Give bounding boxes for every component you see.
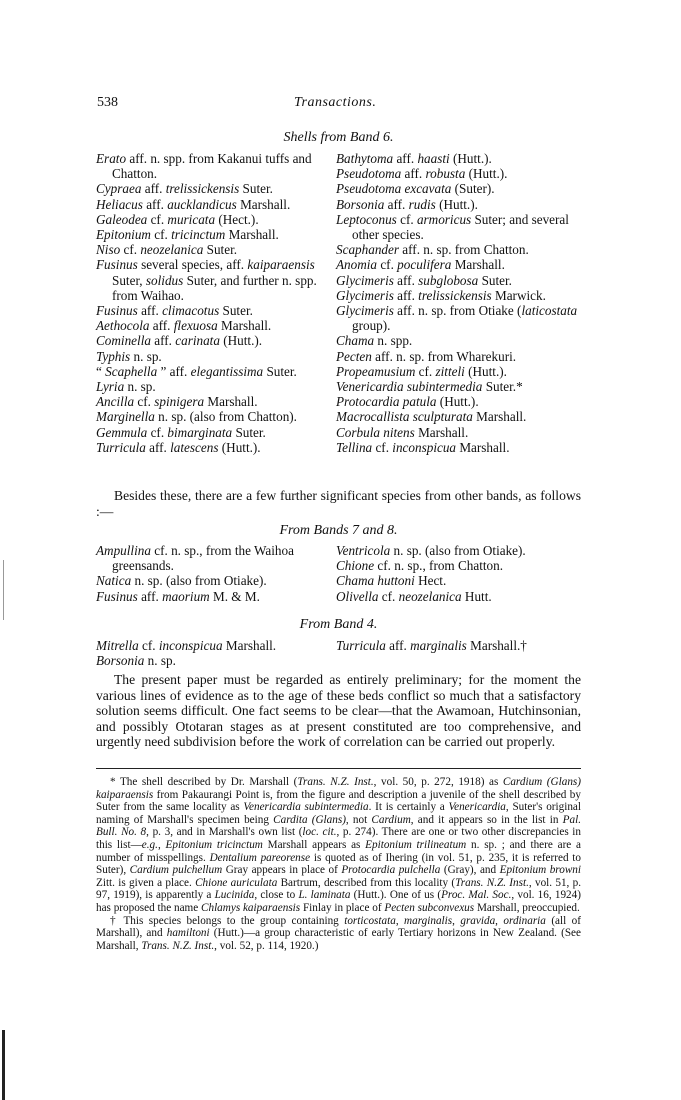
species-entry: Ampullina cf. n. sp., from the Waihoa greensands. (96, 543, 294, 574)
footnotes (96, 776, 581, 952)
species-entry: Fusinus aff. maorium M. & M. (96, 588, 260, 604)
species-entry: Niso cf. neozelanica Suter. (96, 242, 238, 258)
species-entry: Turricula aff. marginalis Marshall.† (336, 638, 527, 653)
species-entry: Pecten aff. n. sp. from Wharekuri. (336, 348, 517, 364)
species-entry: Gemmula cf. bimarginata Suter. (96, 424, 266, 440)
species-entry: Aethocola aff. flexuosa Marshall. (96, 318, 272, 334)
species-entry: Marginella n. sp. (also from Chatton). (96, 409, 297, 425)
species-entry: Borsonia aff. rudis (Hutt.). (336, 196, 478, 212)
species-entry: Anomia cf. poculifera Marshall. (336, 257, 505, 273)
species-entry: Olivella cf. neozelanica Hutt. (336, 588, 492, 604)
besides-paragraph (96, 488, 581, 519)
species-entry: Venericardia subintermedia Suter.* (336, 379, 523, 395)
species-entry: Mitrella cf. inconspicua Marshall. (96, 638, 277, 653)
species-entry: Erato aff. n. spp. from Kakanui tuffs and Chatton. (96, 151, 312, 182)
species-entry: Lyria n. sp. (96, 379, 156, 395)
species-entry: Protocardia patula (Hutt.). (336, 394, 479, 410)
species-entry: Tellina cf. inconspicua Marshall. (336, 439, 510, 455)
band6-right-column (336, 151, 581, 455)
band78-right-column (336, 543, 581, 604)
species-entry: Glycimeris aff. subglobosa Suter. (336, 272, 512, 288)
scan-mark (3, 560, 4, 620)
species-entry: Ventricola n. sp. (also from Otiake). (336, 543, 526, 558)
species-entry: Heliacus aff. aucklandicus Marshall. (96, 196, 291, 212)
species-entry: Galeodea cf. muricata (Hect.). (96, 211, 259, 227)
species-entry: Chama n. spp. (336, 333, 413, 349)
species-entry: Ancilla cf. spinigera Marshall. (96, 394, 258, 410)
species-entry: Fusinus several species, aff. kaiparaensis Suter, solidus Suter, and further n. spp. from Waihao. (96, 257, 317, 303)
species-entry: Cominella aff. carinata (Hutt.). (96, 333, 263, 349)
species-entry: Scaphander aff. n. sp. from Chatton. (336, 242, 529, 258)
band4-left-column (96, 638, 328, 668)
species-entry: Borsonia n. sp. (96, 653, 176, 669)
band6-heading: Shells from Band 6. (283, 130, 394, 145)
species-entry: Glycimeris aff. trelissickensis Marwick. (336, 287, 546, 303)
band78-heading: From Bands 7 and 8. (279, 523, 398, 538)
besides-text: Besides these, there are a few further significant species from other bands, as follows :— (96, 488, 581, 519)
species-entry: Bathytoma aff. haasti (Hutt.). (336, 151, 492, 166)
species-entry: Pseudotoma aff. robusta (Hutt.). (336, 166, 508, 182)
band4-heading: From Band 4. (299, 617, 378, 632)
running-title: Transactions. (294, 95, 377, 110)
footnote-1: * The shell described by Dr. Marshall (Trans. N.Z. Inst., vol. 50, p. 272, 1918) as Cardium (Glans) kaiparaensis from Pakaurangi Point is, from the figure and description a juvenile of the shell described by Suter from the same locality as Venericardia subintermedia. It is certainly a Venericardia, Suter's original naming of Marshall's specimen being Cardita (Glans), not Cardium, and it appears so in the list in Pal. Bull. No. 8, p. 3, and in Marshall's own list (loc. cit., p. 274). There are one or two other discrepancies in this list—e.g., Epitonium tricinctum Marshall appears as Epitonium trilineatum n. sp. ; and there are a number of misspellings. Dentalium pareorense is quoted as of Ihering (in vol. 51, p. 235, it is referred to Suter), Cardium pulchellum Gray appears in place of Protocardia pulchella (Gray), and Epitonium browni Zitt. is given a place. Chione auriculata Bartrum, described from this locality (Trans. N.Z. Inst., vol. 51, p. 97, 1919), is apparently a Lucinida, close to L. laminata (Hutt.). One of us (Proc. Mal. Soc., vol. 16, 1924) has proposed the name Chlamys kaiparaensis Finlay in place of Pecten subconvexus Marshall, preoccupied. (96, 776, 582, 914)
conclusion-paragraph (96, 672, 581, 750)
species-entry: Cypraea aff. trelissickensis Suter. (96, 181, 273, 197)
page-number: 538 (97, 95, 118, 110)
band6-left-column (96, 151, 328, 455)
species-entry: Typhis n. sp. (96, 348, 162, 364)
species-entry: Leptoconus cf. armoricus Suter; and several other species. (336, 211, 569, 243)
footnote-2: † This species belongs to the group containing torticostata, marginalis, gravida, ordinaria (all of Marshall), and hamiltoni (Hutt.)—a group characteristic of early Tertiary horizons in New Zealand. (See Marshall, Trans. N.Z. Inst., vol. 52, p. 114, 1920.) (96, 914, 581, 952)
band4-right-column (336, 638, 581, 653)
species-entry: Pseudotoma excavata (Suter). (336, 181, 495, 197)
conclusion-text: The present paper must be regarded as entirely preliminary; for the moment the various lines of evidence as to the age of these beds conflict so much that a satisfactory solution seems difficult. One fact seems to be clear—that the Awamoan, Hutchinsonian, and possibly Ototaran stages as at present constituted are too comprehensive, and urgently need subdivision before the work of correlation can be carried out properly. (96, 672, 581, 750)
footnote-divider (96, 768, 581, 769)
species-entry: Macrocallista sculpturata Marshall. (336, 409, 527, 425)
species-entry: Corbula nitens Marshall. (336, 424, 469, 440)
species-entry: Turricula aff. latescens (Hutt.). (96, 439, 261, 455)
band78-left-column (96, 543, 328, 604)
scan-edge-mark (2, 1030, 5, 1100)
species-entry: Chama huttoni Hect. (336, 573, 447, 589)
species-entry: Glycimeris aff. n. sp. from Otiake (laticostata group). (336, 303, 578, 334)
species-entry: Natica n. sp. (also from Otiake). (96, 573, 267, 589)
species-entry: “ Scaphella ” aff. elegantissima Suter. (96, 363, 297, 379)
species-entry: Fusinus aff. climacotus Suter. (96, 303, 253, 319)
species-entry: Epitonium cf. tricinctum Marshall. (96, 227, 279, 243)
species-entry: Propeamusium cf. zitteli (Hutt.). (336, 363, 507, 379)
species-entry: Chione cf. n. sp., from Chatton. (336, 558, 504, 574)
